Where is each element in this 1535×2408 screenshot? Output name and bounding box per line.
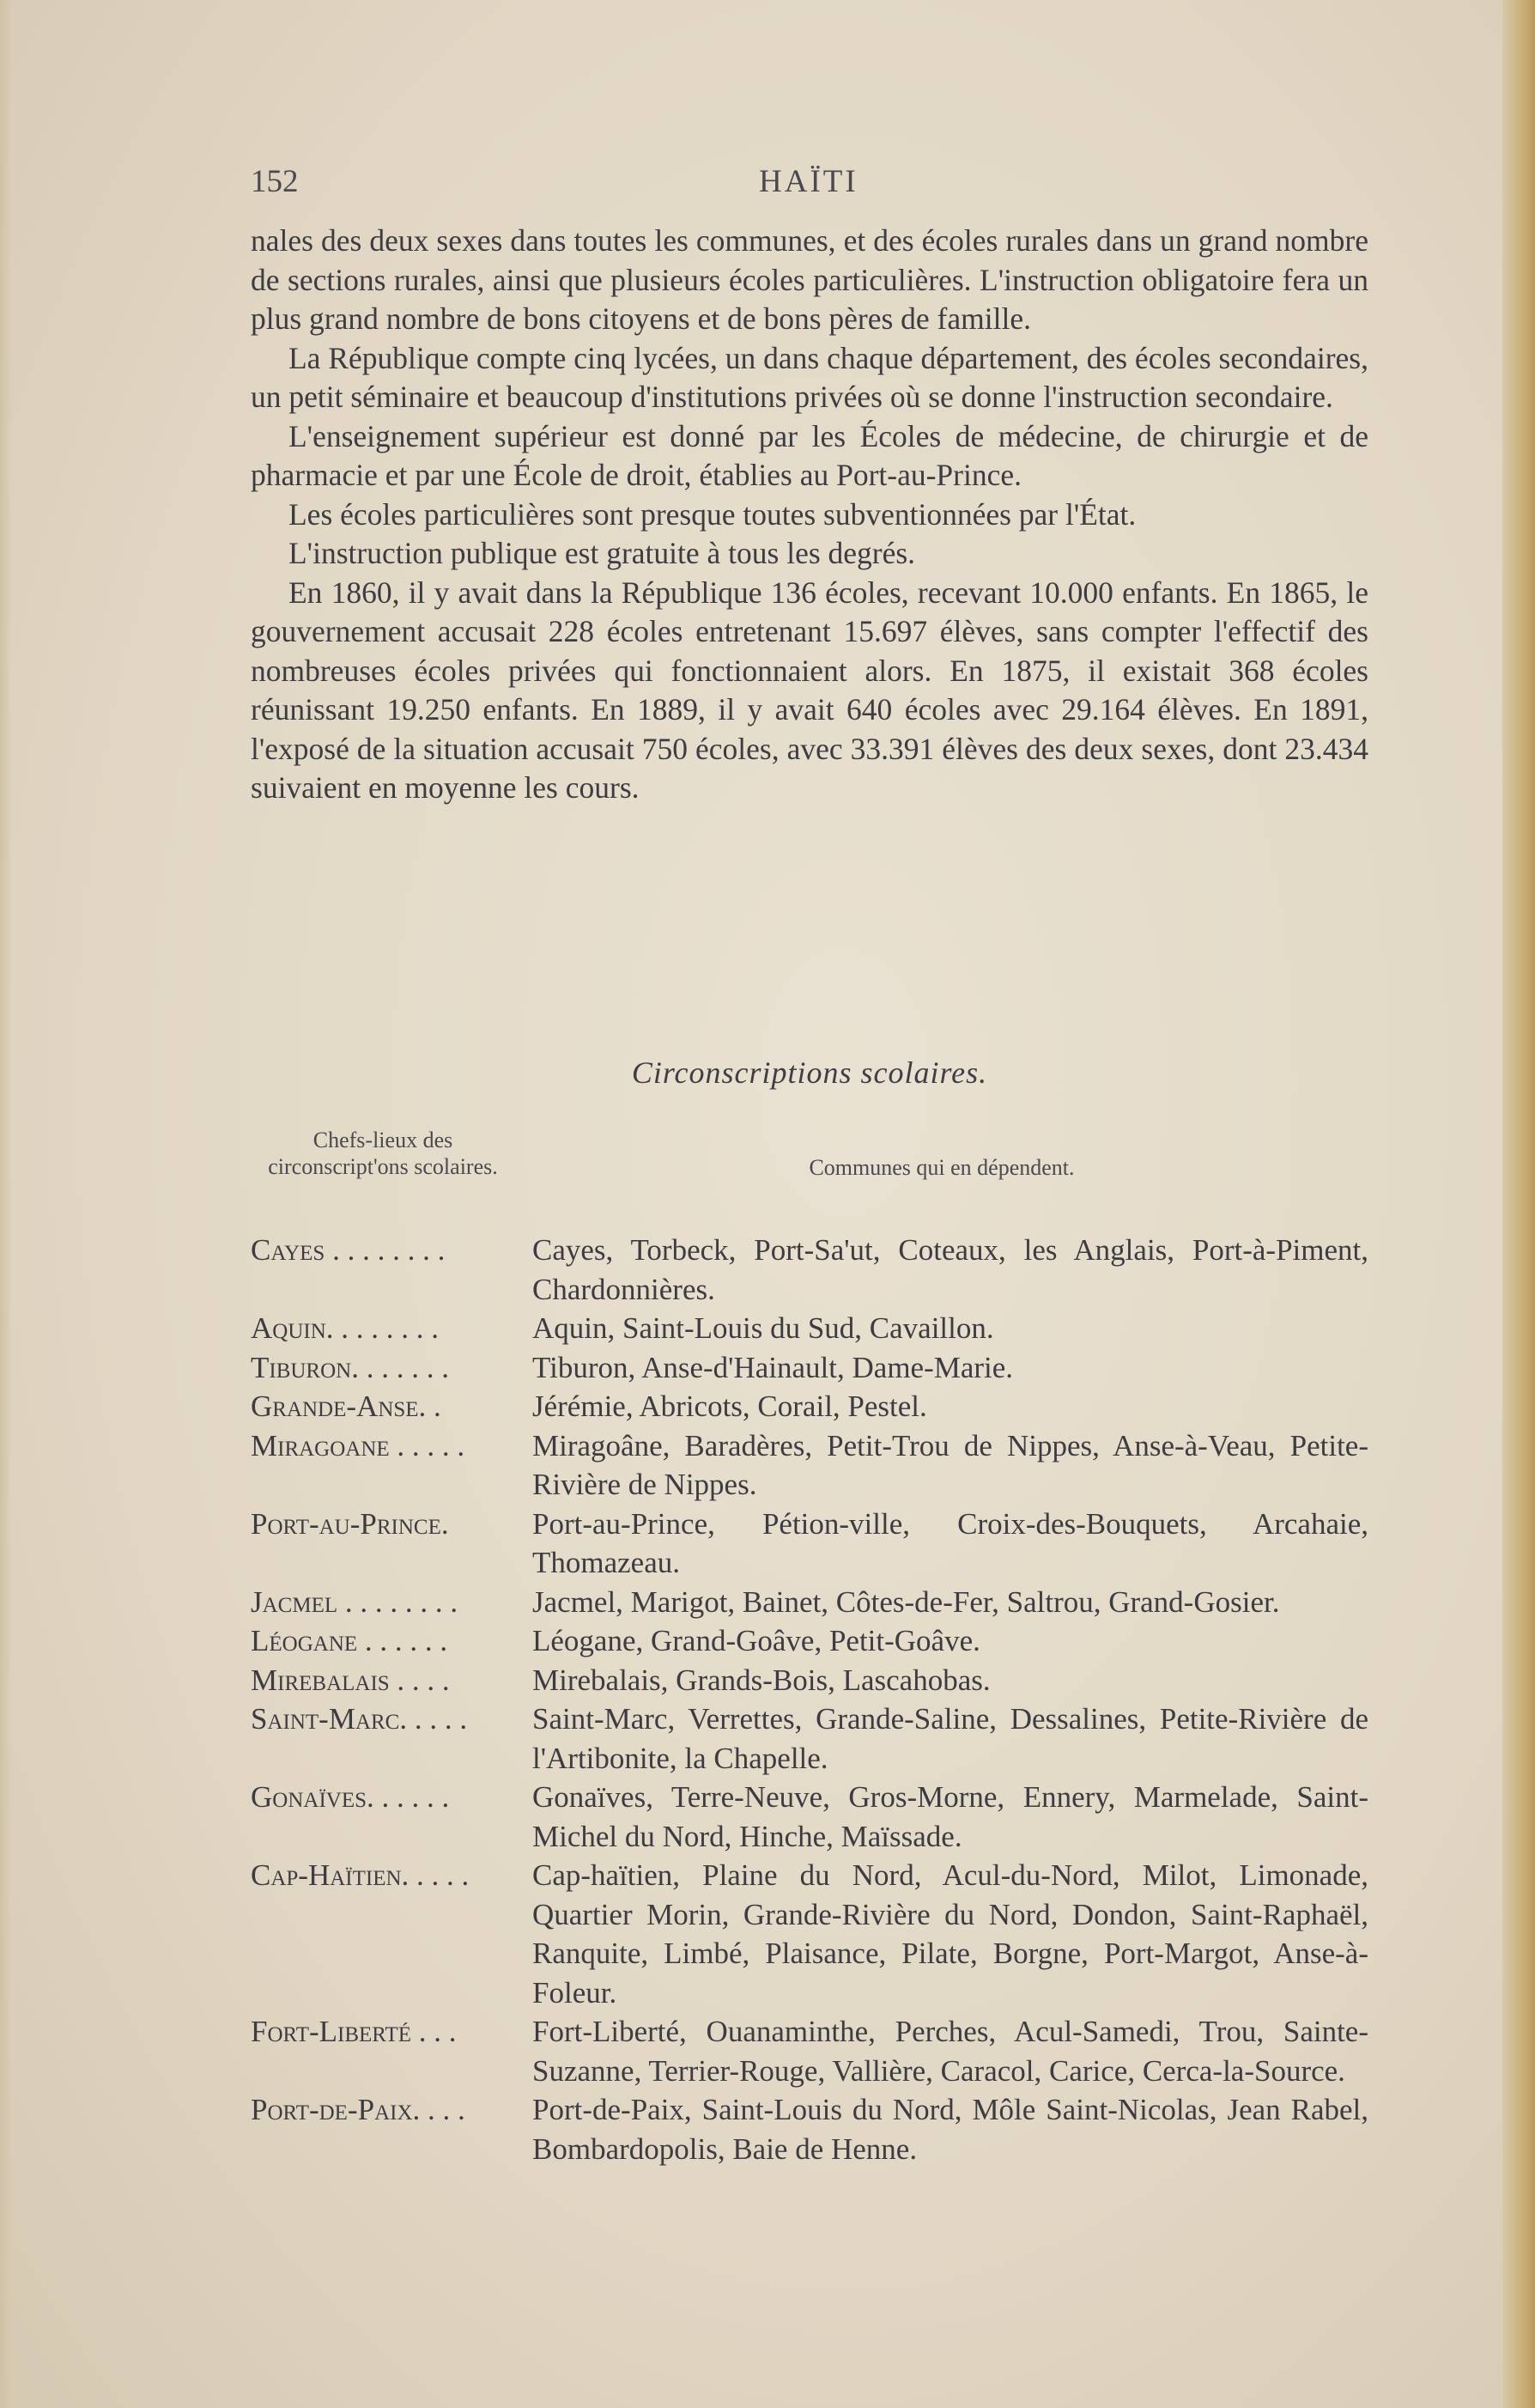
table-row [251,1700,1368,1778]
table-row [251,1387,1368,1426]
paragraph: Les écoles particulières sont presque toutes subventionnées par l'État. [288,496,1137,532]
paragraph: La République compte cinq lycées, un dans chaque département, des écoles secondaires, un petit séminaire et beaucoup d'institutions privées où se donne l'instruction secondaire. [251,340,1368,414]
row-seat: Léogane . . . . . . [251,1624,448,1657]
paragraph: L'instruction publique est gratuite à tous les degrés. [288,536,916,570]
row-communes: Fort-Liberté, Ouanaminthe, Perches, Acul-Samedi, Trou, Sainte-Suzanne, Terrier-Rouge, Vallière, Caracol, Carice, Cerca-la-Source. [532,2015,1368,2088]
table-row [251,2012,1368,2090]
row-communes: Cap-haïtien, Plaine du Nord, Acul-du-Nord, Milot, Limonade, Quartier Morin, Grande-Rivière du Nord, Dondon, Saint-Raphaël, Ranquite, Limbé, Plaisance, Pilate, Borgne, Port-Margot, Anse-à-Foleur. [532,1858,1368,2010]
row-communes: Léogane, Grand-Goâve, Petit-Goâve. [532,1624,980,1657]
column-header-seats: Chefs-lieux des circonscript'ons scolaires. [268,1128,498,1179]
page-right-edge [1502,0,1535,2408]
row-seat: Port-au-Prince. [251,1506,449,1541]
page-number: 152 [251,164,299,199]
paragraph: En 1860, il y avait dans la République 136 écoles, recevant 10.000 enfants. En 1865, le gouvernement accusait 228 écoles entretenant 15.697 élèves, sans compter l'effectif des nombreuses écoles privées qui fonctionnaient alors. En 1875, il existait 368 écoles réunissant 19.250 enfants. En 1889, il y avait 640 écoles avec 29.164 élèves. En 1891, l'exposé de la situation accusait 750 écoles, avec 33.391 élèves des deux sexes, dont 23.434 suivaient en moyenne les cours. [251,575,1368,805]
row-communes: Mirebalais, Grands-Bois, Lascahobas. [532,1663,991,1697]
table-row [251,1856,1368,2012]
row-seat: Miragoane . . . . . [251,1428,465,1462]
page-left-edge [0,0,12,2408]
body-text [251,222,1368,808]
running-title: HAÏTI [759,164,859,199]
row-seat: Port-de-Paix. . . . [251,2093,465,2126]
table-row [251,1621,1368,1661]
circonscriptions-table [251,1231,1368,2168]
table-row [251,1583,1368,1622]
row-communes: Port-au-Prince, Pétion-ville, Croix-des-Bouquets, Arcahaie, Thomazeau. [532,1506,1368,1579]
table-row [251,1231,1368,1309]
table-row [251,1348,1368,1388]
row-seat: Mirebalais . . . . [251,1663,450,1697]
paragraph: nales des deux sexes dans toutes les communes, et des écoles rurales dans un grand nombre de sections rurales, ainsi que plusieurs écoles particulières. L'instruction obligatoire fera un plus grand nombre de bons citoyens et de bons pères de famille. [251,223,1368,336]
table-row [251,1505,1368,1583]
row-communes: Aquin, Saint-Louis du Sud, Cavaillon. [532,1311,994,1345]
row-seat: Fort-Liberté . . . [251,2015,457,2048]
row-communes: Saint-Marc, Verrettes, Grande-Saline, Dessalines, Petite-Rivière de l'Artibonite, la Chapelle. [532,1702,1368,1775]
row-seat: Cayes . . . . . . . . [251,1233,446,1267]
row-seat: Grande-Anse. . [251,1389,441,1423]
row-communes: Miragoâne, Baradères, Petit-Trou de Nippes, Anse-à-Veau, Petite-Rivière de Nippes. [532,1428,1368,1501]
table-row [251,1778,1368,1856]
table-row [251,1309,1368,1348]
page-header [251,163,1367,206]
column-header-communes: Communes qui en dépendent. [809,1155,1075,1180]
section-title: Circonscriptions scolaires. [631,1055,988,1090]
row-communes: Cayes, Torbeck, Port-Sa'ut, Coteaux, les Anglais, Port-à-Piment, Chardonnières. [532,1233,1368,1306]
row-seat: Saint-Marc. . . . . [251,1702,468,1736]
row-seat: Aquin. . . . . . . . [251,1311,440,1345]
row-seat: Tiburon. . . . . . . [251,1350,449,1384]
table-row [251,1661,1368,1700]
row-seat: Cap-Haïtien. . . . . [251,1858,470,1892]
table-row [251,1426,1368,1505]
row-communes: Tiburon, Anse-d'Hainault, Dame-Marie. [532,1350,1014,1384]
row-communes: Jacmel, Marigot, Bainet, Côtes-de-Fer, Saltrou, Grand-Gosier. [532,1584,1280,1619]
row-communes: Gonaïves, Terre-Neuve, Gros-Morne, Ennery, Marmelade, Saint-Michel du Nord, Hinche, Maïssade. [532,1780,1368,1853]
row-seat: Gonaïves. . . . . . [251,1780,450,1814]
table-row [251,2090,1368,2168]
row-seat: Jacmel . . . . . . . . [251,1584,458,1619]
row-communes: Jérémie, Abricots, Corail, Pestel. [532,1389,927,1423]
row-communes: Port-de-Paix, Saint-Louis du Nord, Môle Saint-Nicolas, Jean Rabel, Bombardopolis, Baie de Henne. [532,2093,1368,2166]
paragraph: L'enseignement supérieur est donné par les Écoles de médecine, de chirurgie et de pharmacie et par une École de droit, établies au Port-au-Prince. [251,418,1368,492]
